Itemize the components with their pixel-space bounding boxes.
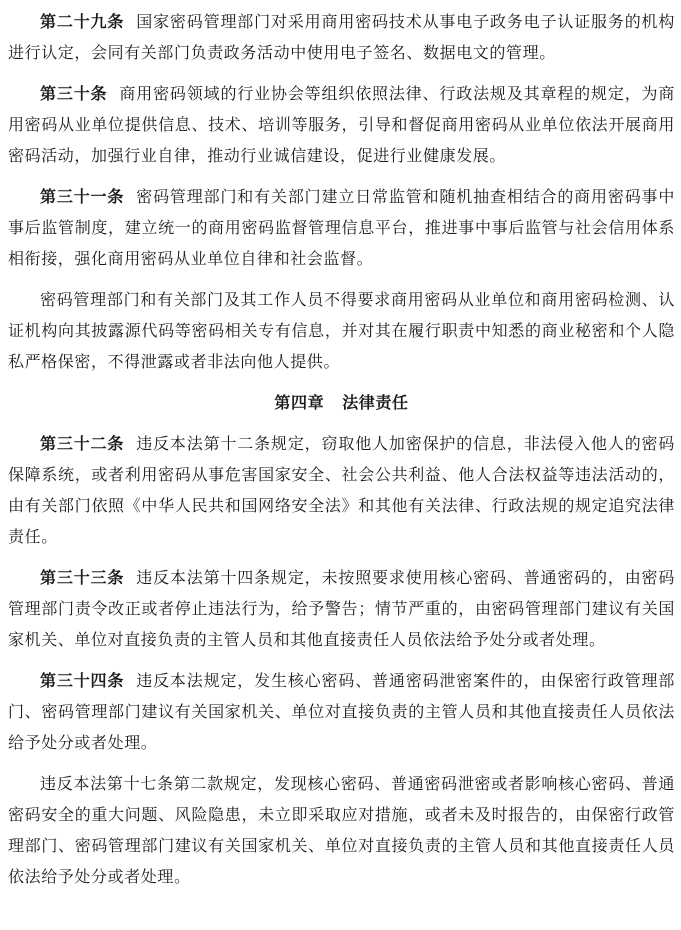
article-text: 密码管理部门和有关部门及其工作人员不得要求商用密码从业单位和商用密码检测、认证机构向其披露源代码等密码相关专有信息，并对其在履行职责中知悉的商业秘密和个人隐私严格保密，不得泄露或者非法向他人提供。 bbox=[8, 290, 675, 371]
article-text: 违反本法第十二条规定，窃取他人加密保护的信息，非法侵入他人的密码保障系统，或者利用密码从事危害国家安全、社会公共利益、他人合法权益等违法活动的，由有关部门依照《中华人民共和国网络安全法》和其他有关法律、行政法规的规定追究法律责任。 bbox=[8, 434, 675, 546]
article-text: 密码管理部门和有关部门建立日常监管和随机抽查相结合的商用密码事中事后监管制度，建立统一的商用密码监督管理信息平台，推进事中事后监管与社会信用体系相衔接，强化商用密码从业单位自律和社会监督。 bbox=[8, 187, 675, 268]
article-label: 第二十九条 bbox=[40, 12, 125, 31]
article-32 bbox=[8, 428, 675, 552]
article-text: 违反本法第十七条第二款规定，发现核心密码、普通密码泄密或者影响核心密码、普通密码安全的重大问题、风险隐患，未立即采取应对措施，或者未及时报告的，由保密行政管理部门、密码管理部门建议有关国家机关、单位对直接负责的主管人员和其他直接责任人员依法给予处分或者处理。 bbox=[8, 774, 675, 886]
article-30 bbox=[8, 78, 675, 171]
chapter-number: 第四章 bbox=[274, 393, 325, 412]
article-label: 第三十三条 bbox=[40, 568, 125, 587]
chapter-title: 法律责任 bbox=[342, 393, 409, 412]
article-label: 第三十四条 bbox=[40, 671, 125, 690]
article-label: 第三十二条 bbox=[40, 434, 125, 453]
article-29 bbox=[8, 6, 675, 68]
article-34 bbox=[8, 665, 675, 758]
chapter-heading bbox=[8, 387, 675, 418]
article-text: 违反本法第十四条规定，未按照要求使用核心密码、普通密码的，由密码管理部门责令改正或者停止违法行为，给予警告；情节严重的，由密码管理部门建议有关国家机关、单位对直接负责的主管人员和其他直接责任人员依法给予处分或者处理。 bbox=[8, 568, 675, 649]
article-label: 第三十一条 bbox=[40, 187, 125, 206]
article-34-paragraph-2 bbox=[8, 768, 675, 892]
article-text: 商用密码领域的行业协会等组织依照法律、行政法规及其章程的规定，为商用密码从业单位提供信息、技术、培训等服务，引导和督促商用密码从业单位依法开展商用密码活动，加强行业自律，推动行业诚信建设，促进行业健康发展。 bbox=[8, 84, 675, 165]
article-31-paragraph-2 bbox=[8, 284, 675, 377]
article-31 bbox=[8, 181, 675, 274]
article-text: 国家密码管理部门对采用商用密码技术从事电子政务电子认证服务的机构进行认定，会同有关部门负责政务活动中使用电子签名、数据电文的管理。 bbox=[8, 12, 675, 62]
article-label: 第三十条 bbox=[40, 84, 108, 103]
article-33 bbox=[8, 562, 675, 655]
article-text: 违反本法规定，发生核心密码、普通密码泄密案件的，由保密行政管理部门、密码管理部门建议有关国家机关、单位对直接负责的主管人员和其他直接责任人员依法给予处分或者处理。 bbox=[8, 671, 675, 752]
